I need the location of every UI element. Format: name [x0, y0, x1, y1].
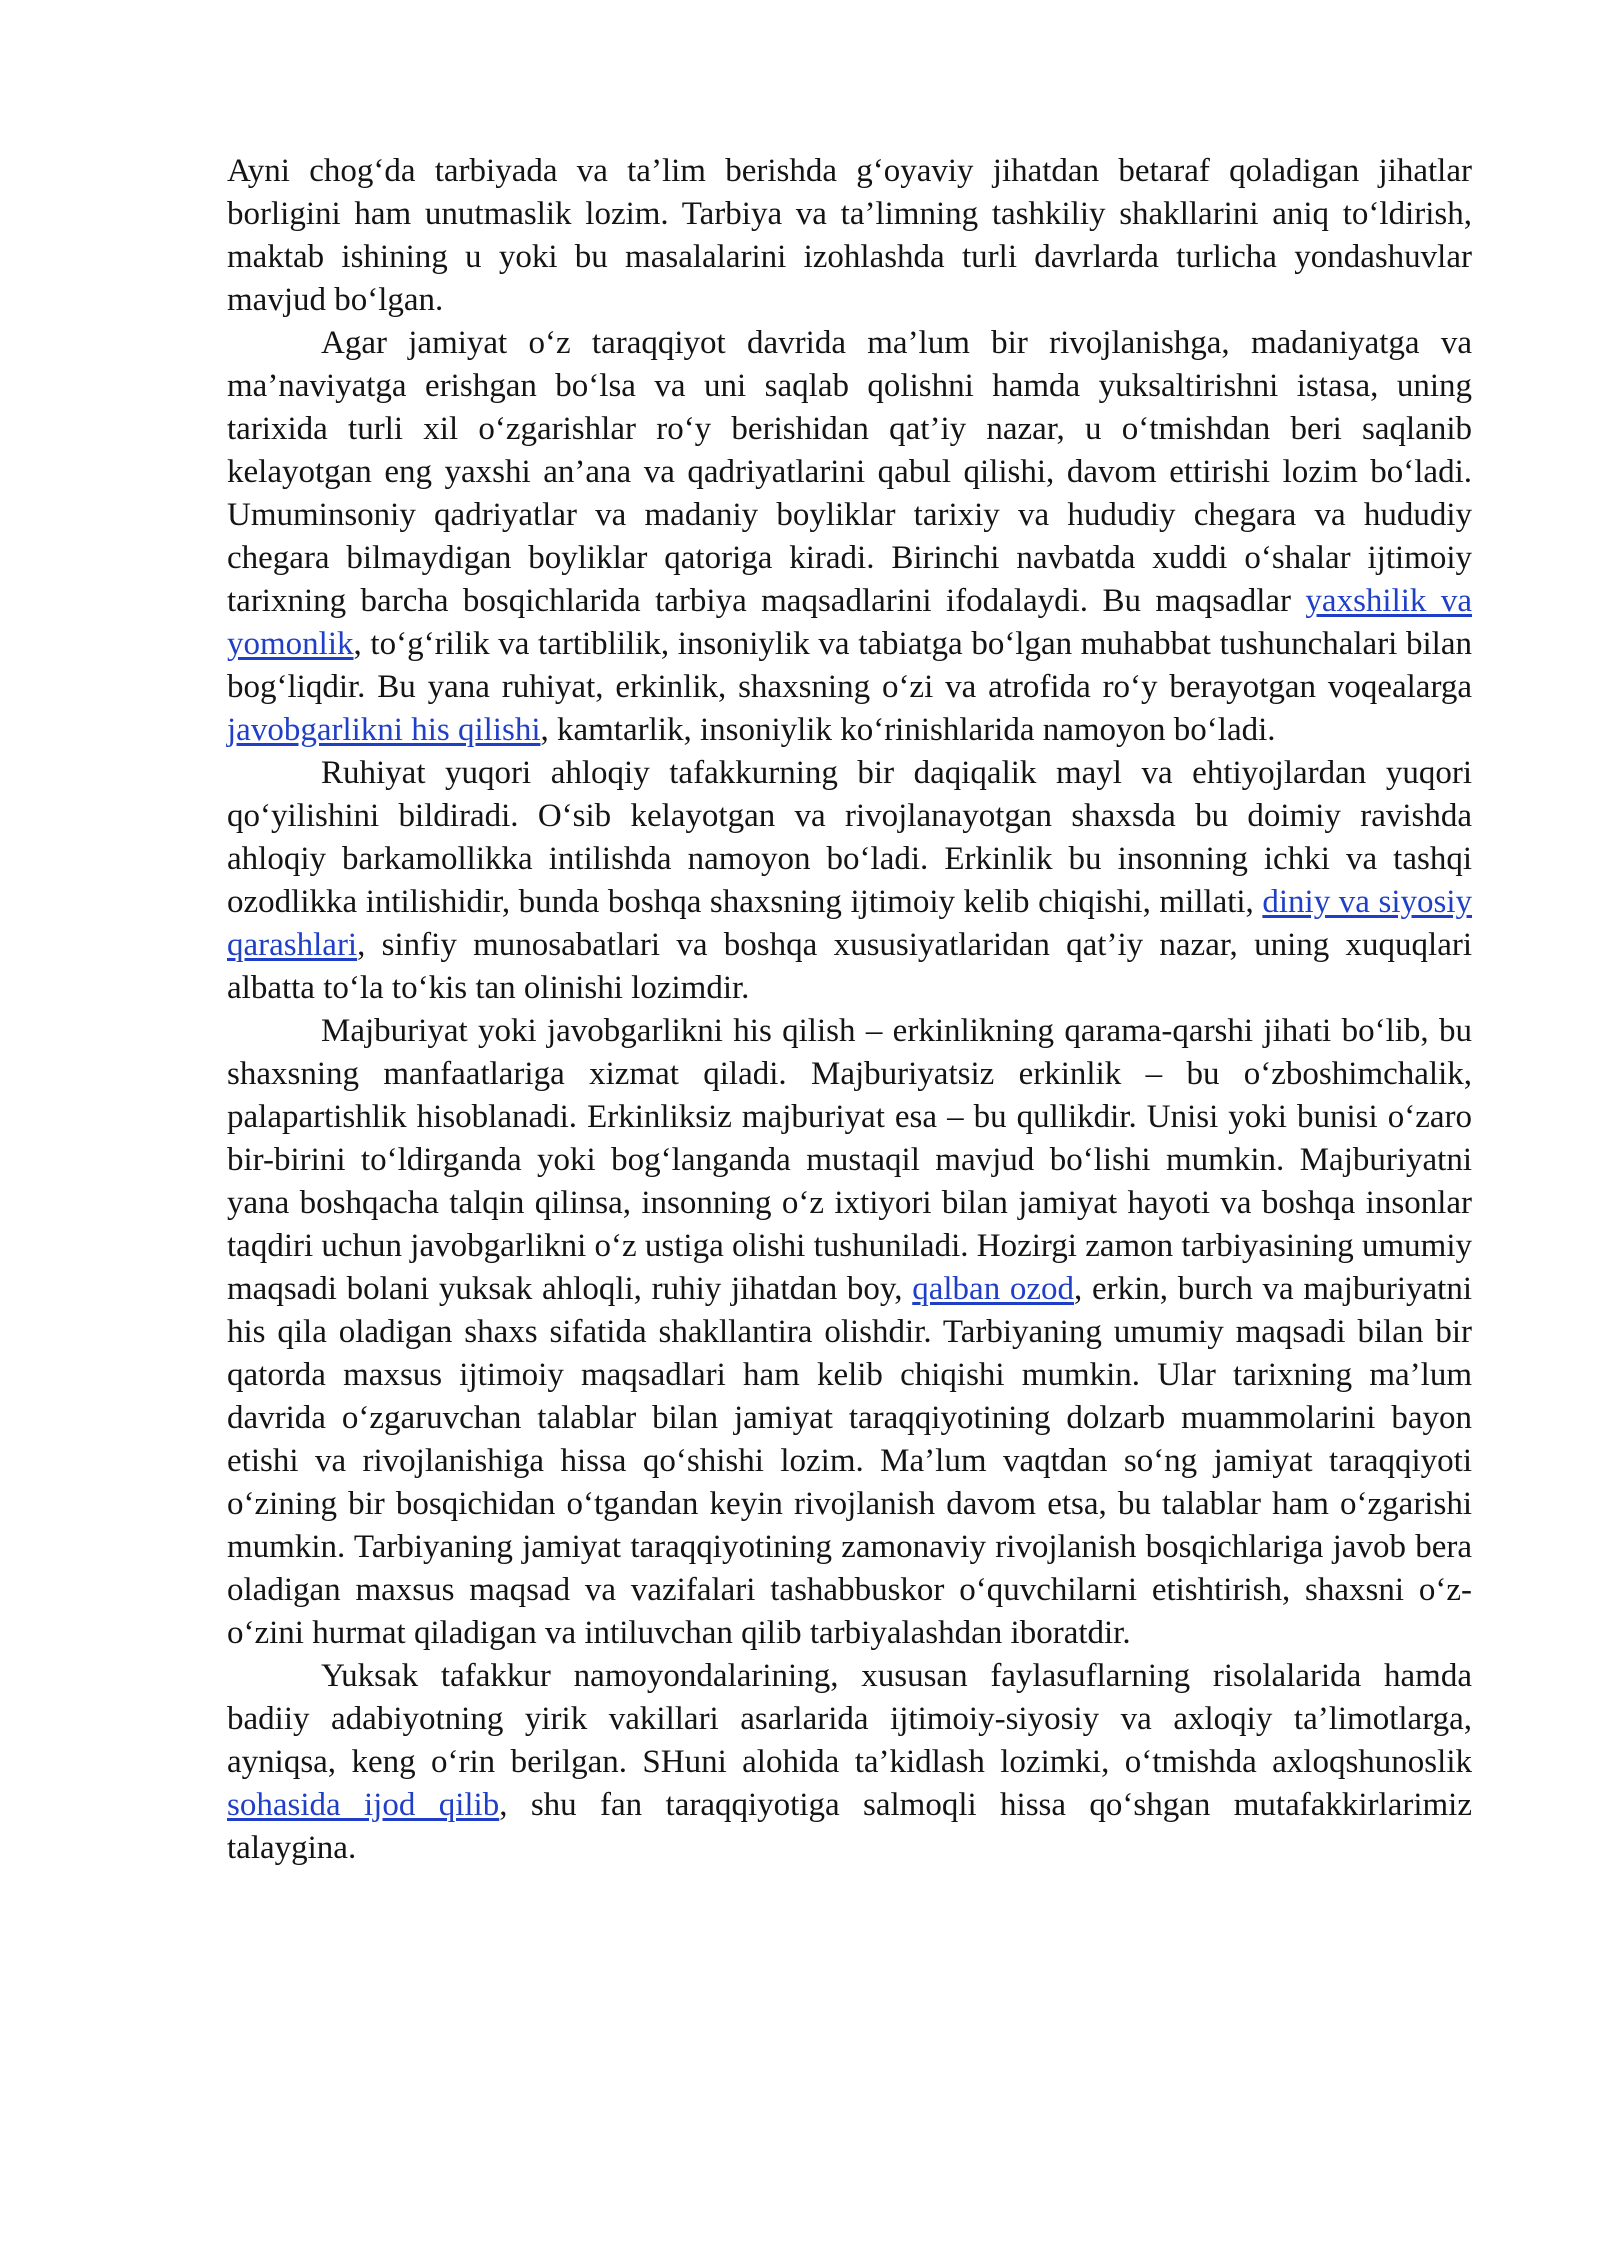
paragraph-text: Ruhiyat yuqori ahloqiy tafakkurning bir daqiqalik mayl va ehtiyojlardan yuqori qo‘yilishini bildiradi. O‘sib kelayotgan va rivojlanayotgan shaxsda bu doimiy ravishda ahloqiy barkamollikka intilishda namoyon bo‘ladi. Erkinlik bu insonning ichki va tashqi ozodlikka intilishidir, bunda boshqa shaxsning ijtimoiy kelib chiqishi, millati,	[227, 755, 1472, 920]
paragraph	[227, 1010, 1472, 1655]
paragraph-text: , shu fan taraqqiyotiga salmoqli hissa qo‘shgan mutafakkirlarimiz talaygina.	[227, 1787, 1472, 1866]
paragraph	[227, 752, 1472, 1010]
paragraph-text: Majburiyat yoki javobgarlikni his qilish – erkinlikning qarama-qarshi jihati bo‘lib, bu shaxsning manfaatlariga xizmat qiladi. Majburiyatsiz erkinlik – bu o‘zboshimchalik, palapartishlik hisoblanadi. Erkinliksiz majburiyat esa – bu qullikdir. Unisi yoki bunisi o‘zaro bir-birini to‘ldirganda yoki bog‘langanda mustaqil mavjud bo‘lishi mumkin. Majburiyatni yana boshqacha talqin qilinsa, insonning o‘z ixtiyori bilan jamiyat hayoti va boshqa insonlar taqdiri uchun javobgarlikni o‘z ustiga olishi tushuniladi. Hozirgi zamon tarbiyasining umumiy maqsadi bolani yuksak ahloqli, ruhiy jihatdan boy,	[227, 1013, 1472, 1307]
paragraph-text: , kamtarlik, insoniylik ko‘rinishlarida namoyon bo‘ladi.	[540, 712, 1276, 748]
paragraph-text: Ayni chog‘da tarbiyada va ta’lim berishda g‘oyaviy jihatdan betaraf qoladigan jihatlar borligini ham unutmaslik lozim. Tarbiya va ta’limning tashkiliy shakllarini aniq to‘ldirish, maktab ishining u yoki bu masalalarini izohlashda turli davrlarda turlicha yondashuvlar mavjud bo‘lgan.	[227, 153, 1472, 318]
paragraph-text: , erkin, burch va majburiyatni his qila oladigan shaxs sifatida shakllantira olishdir. Tarbiyaning umumiy maqsadi bilan bir qatorda maxsus ijtimoiy maqsadlari ham kelib chiqishi mumkin. Ular tarixning ma’lum davrida o‘zgaruvchan talablar bilan jamiyat taraqqiyotining dolzarb muammolarini bayon etishi va rivojlanishiga hissa qo‘shishi lozim. Ma’lum vaqtdan so‘ng jamiyat taraqqiyoti o‘zining bir bosqichidan o‘tgandan keyin rivojlanish davom etsa, bu talablar ham o‘zgarishi mumkin. Tarbiyaning jamiyat taraqqiyotining zamonaviy rivojlanish bosqichlariga javob bera oladigan maxsus maqsad va vazifalari tashabbuskor o‘quvchilarni etishtirish, shaxsni o‘z-o‘zini hurmat qiladigan va intiluvchan qilib tarbiyalashdan iboratdir.	[227, 1271, 1472, 1651]
hyperlink-diniy-va-siyosiy-qarashlari[interactable]: diniy va siyosiy qarashlari	[227, 884, 1472, 963]
paragraph	[227, 150, 1472, 322]
paragraph-text: , sinfiy munosabatlari va boshqa xususiyatlaridan qat’iy nazar, uning xuquqlari albatta to‘la to‘kis tan olinishi lozimdir.	[227, 927, 1472, 1006]
hyperlink-javobgarlikni-his-qilishi[interactable]: javobgarlikni his qilishi	[227, 712, 541, 748]
hyperlink-yaxshilik-va-yomonlik[interactable]: yaxshilik va yomonlik	[227, 583, 1472, 662]
paragraph-text: Yuksak tafakkur namoyondalarining, xususan faylasuflarning risolalarida hamda badiiy adabiyotning yirik vakillari asarlarida ijtimoiy-siyosiy va axloqiy ta’limotlarga, ayniqsa, keng o‘rin berilgan. SHuni alohida ta’kidlash lozimki, o‘tmishda axloqshunoslik	[227, 1658, 1472, 1780]
hyperlink-qalban-ozod[interactable]: qalban ozod	[912, 1271, 1075, 1307]
hyperlink-sohasida-ijod-qilib[interactable]: sohasida ijod qilib	[227, 1787, 500, 1823]
paragraph	[227, 322, 1472, 752]
paragraph-text: Agar jamiyat o‘z taraqqiyot davrida ma’lum bir rivojlanishga, madaniyatga va ma’naviyatga erishgan bo‘lsa va uni saqlab qolishni hamda yuksaltirishni istasa, uning tarixida turli xil o‘zgarishlar ro‘y berishidan qat’iy nazar, u o‘tmishdan beri saqlanib kelayotgan eng yaxshi an’ana va qadriyatlarini qabul qilishi, davom ettirishi lozim bo‘ladi. Umuminsoniy qadriyatlar va madaniy boyliklar tarixiy va hududiy chegara va hududiy chegara bilmaydigan boyliklar qatoriga kiradi. Birinchi navbatda xuddi o‘shalar ijtimoiy tarixning barcha bosqichlarida tarbiya maqsadlarini ifodalaydi. Bu maqsadlar	[227, 325, 1472, 619]
paragraph	[227, 1655, 1472, 1870]
paragraph-text: , to‘g‘rilik va tartiblilik, insoniylik va tabiatga bo‘lgan muhabbat tushunchalari bilan bog‘liqdir. Bu yana ruhiyat, erkinlik, shaxsning o‘zi va atrofida ro‘y berayotgan voqealarga	[227, 626, 1472, 705]
document-page	[227, 150, 1472, 1870]
